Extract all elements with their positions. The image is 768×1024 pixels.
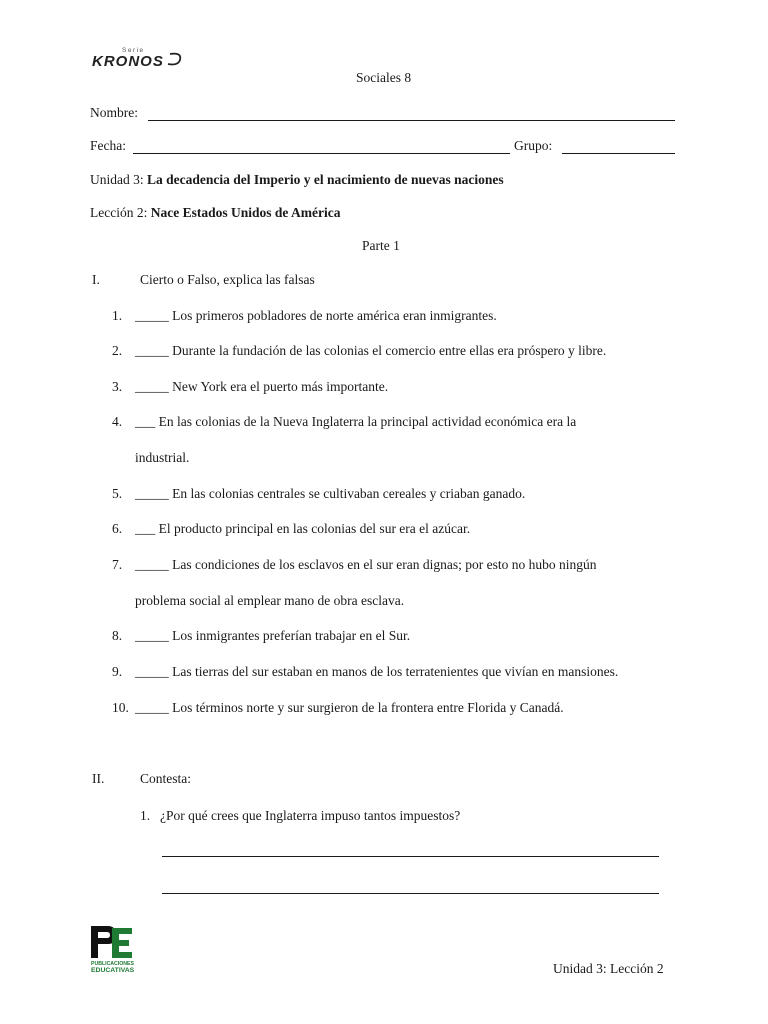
item-blank[interactable]: _____ — [135, 664, 169, 679]
item-7-continuation: problema social al emplear mano de obra esclava. — [135, 593, 405, 608]
logo-swoosh-icon — [168, 54, 180, 65]
item-8 — [135, 628, 410, 644]
publisher-line1: PUBLICACIONES — [91, 961, 134, 967]
item-6 — [135, 521, 470, 537]
item-blank[interactable]: ___ — [135, 521, 156, 536]
item-text: Los primeros pobladores de norte américa eran inmigrantes. — [172, 308, 497, 323]
subject-title: Sociales 8 — [356, 70, 412, 85]
item-4 — [135, 414, 576, 430]
item-text: Las tierras del sur estaban en manos de los terratenientes que vivían en mansiones. — [172, 664, 619, 679]
question-1-number: 1. — [140, 808, 151, 823]
unit-line — [90, 172, 504, 188]
item-blank[interactable]: _____ — [135, 628, 169, 643]
section1-title: Cierto o Falso, explica las falsas — [140, 272, 315, 287]
section2-title: Contesta: — [140, 771, 191, 786]
grupo-label: Grupo: — [514, 138, 553, 153]
item-text: En las colonias centrales se cultivaban cereales y criaban ganado. — [172, 486, 526, 501]
item-4-continuation: industrial. — [135, 450, 190, 465]
item-3 — [135, 379, 388, 395]
lesson-label: Lección 2: — [90, 205, 148, 220]
publicaciones-educativas-logo — [90, 926, 134, 974]
nombre-field[interactable] — [148, 120, 675, 121]
footer-page-label: Unidad 3: Lección 2 — [553, 961, 664, 976]
item-text: Los términos norte y sur surgieron de la frontera entre Florida y Canadá. — [172, 700, 564, 715]
item-blank[interactable]: ___ — [135, 414, 156, 429]
unit-label: Unidad 3: — [90, 172, 144, 187]
item-blank[interactable]: _____ — [135, 557, 169, 572]
section1-numeral: I. — [92, 272, 100, 287]
item-3-number: 3. — [112, 379, 123, 394]
item-10-number: 10. — [112, 700, 129, 715]
item-blank[interactable]: _____ — [135, 379, 169, 394]
question-1-text: ¿Por qué crees que Inglaterra impuso tantos impuestos? — [160, 808, 461, 823]
answer-line-1[interactable] — [162, 856, 659, 857]
item-9-number: 9. — [112, 664, 123, 679]
item-4-number: 4. — [112, 414, 123, 429]
item-2 — [135, 343, 606, 359]
item-text: El producto principal en las colonias del sur era el azúcar. — [158, 521, 471, 536]
item-text: Las condiciones de los esclavos en el sur eran dignas; por esto no hubo ningún — [172, 557, 597, 572]
kronos-logo — [92, 44, 184, 70]
item-7 — [135, 557, 597, 573]
item-7-number: 7. — [112, 557, 123, 572]
item-blank[interactable]: _____ — [135, 308, 169, 323]
item-blank[interactable]: _____ — [135, 343, 169, 358]
lesson-line — [90, 205, 340, 221]
item-text: En las colonias de la Nueva Inglaterra la principal actividad económica era la — [158, 414, 577, 429]
item-6-number: 6. — [112, 521, 123, 536]
item-5-number: 5. — [112, 486, 123, 501]
item-blank[interactable]: _____ — [135, 700, 169, 715]
nombre-label: Nombre: — [90, 105, 138, 120]
item-1 — [135, 308, 497, 324]
item-1-number: 1. — [112, 308, 123, 323]
publisher-line2: EDUCATIVAS — [91, 967, 134, 974]
fecha-label: Fecha: — [90, 138, 126, 153]
logo-serie-text: Serie — [122, 47, 145, 54]
item-8-number: 8. — [112, 628, 123, 643]
item-9 — [135, 664, 618, 680]
answer-line-2[interactable] — [162, 893, 659, 894]
item-blank[interactable]: _____ — [135, 486, 169, 501]
part-title: Parte 1 — [362, 238, 400, 253]
item-2-number: 2. — [112, 343, 123, 358]
unit-title: La decadencia del Imperio y el nacimiento de nuevas naciones — [147, 172, 504, 187]
item-text: New York era el puerto más importante. — [172, 379, 389, 394]
item-text: Los inmigrantes preferían trabajar en el Sur. — [172, 628, 411, 643]
section2-numeral: II. — [92, 771, 105, 786]
fecha-field[interactable] — [133, 153, 510, 154]
grupo-field[interactable] — [562, 153, 675, 154]
item-10 — [135, 700, 564, 716]
lesson-title: Nace Estados Unidos de América — [150, 205, 341, 220]
logo-kronos-text: KRONOS — [92, 53, 164, 70]
item-5 — [135, 486, 525, 502]
item-text: Durante la fundación de las colonias el comercio entre ellas era próspero y libre. — [172, 343, 607, 358]
